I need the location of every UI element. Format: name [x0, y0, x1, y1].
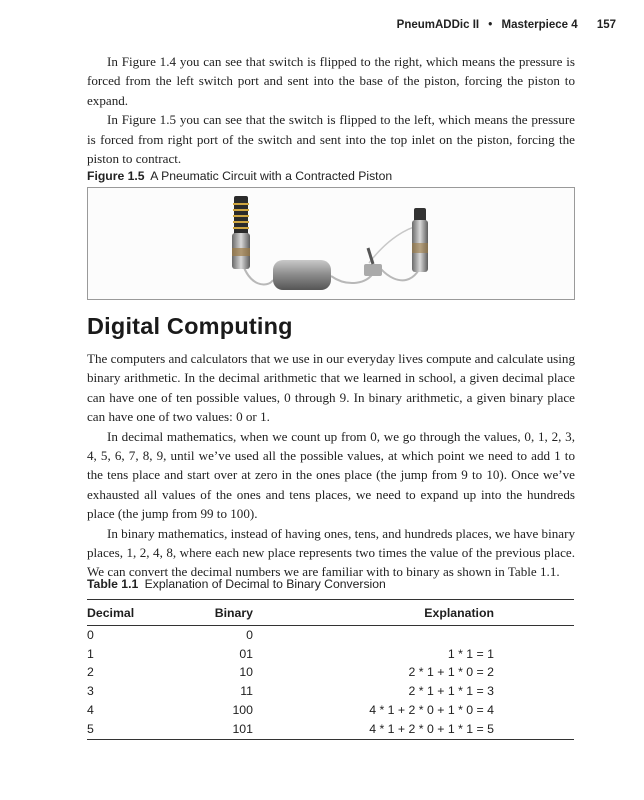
figure-label: Figure 1.5	[87, 169, 145, 183]
table-label: Table 1.1	[87, 577, 139, 591]
cell-explanation: 2 * 1 + 1 * 0 = 2	[408, 665, 494, 680]
paragraph: The computers and calculators that we use in our everyday lives compute and calculate using binary arithmetic. In the decimal arithmetic that we learned in school, a given decimal place can have one of ten possible values, 0 through 9. In binary arithmetic, a given binary place can have one of two values: 0 or 1.	[87, 351, 575, 425]
cell-decimal: 2	[87, 665, 94, 680]
book-title: PneumADDic II	[396, 19, 480, 31]
column-header-binary: Binary	[187, 600, 253, 626]
paragraph: In Figure 1.4 you can see that switch is flipped to the right, which means the pressure is forced from the left switch port and sent into the base of the piston, forcing the piston to expand.	[87, 54, 575, 108]
running-head	[397, 19, 616, 31]
column-header-explanation: Explanation	[253, 600, 574, 626]
cell-explanation: 2 * 1 + 1 * 1 = 3	[408, 684, 494, 699]
piston-right	[412, 208, 428, 272]
piston-left	[232, 196, 250, 269]
cell-decimal: 0	[87, 628, 94, 643]
switch	[364, 248, 382, 276]
figure-image	[87, 187, 575, 300]
table-row	[87, 682, 574, 701]
paragraph: In Figure 1.5 you can see that the switch is flipped to the left, which means the pressure is forced from right port of the switch and sent into the top inlet on the piston, forcing the piston to contract.	[87, 112, 575, 167]
page-number: 157	[596, 19, 616, 31]
paragraph: In binary mathematics, instead of having ones, tens, and hundreds places, we have binary places, 1, 2, 4, 8, where each new place represents two times the value of the previous place. We can convert the decimal numbers we are familiar with to binary as shown in Table 1.1.	[87, 525, 575, 580]
air-reservoir	[273, 260, 331, 290]
figure-caption-text: A Pneumatic Circuit with a Contracted Piston	[150, 169, 393, 183]
cell-explanation	[253, 626, 574, 645]
cell-explanation: 1 * 1 = 1	[447, 646, 494, 661]
table-row	[87, 626, 574, 645]
cell-binary: 11	[240, 684, 253, 699]
section-text	[87, 349, 575, 582]
figure-caption	[87, 169, 392, 183]
paragraph: In decimal mathematics, when we count up from 0, we go through the values, 0, 1, 2, 3, 4, 5, 6, 7, 8, 9, until we’ve used all the possible values, at which point we need to add 1 to the tens place and start over at zero in the ones place (the jump from 9 to 10). Once we’ve exhausted all values of the ones and tens places, we need to expand up into the hundreds place (the jump from 99 to 100).	[87, 428, 575, 522]
table-row	[87, 645, 574, 664]
bullet-separator: •	[488, 19, 493, 31]
column-header-decimal: Decimal	[87, 600, 187, 626]
conversion-table	[87, 599, 574, 740]
cell-decimal: 5	[87, 719, 187, 740]
table-caption-text: Explanation of Decimal to Binary Conversion	[144, 577, 386, 591]
cell-decimal: 3	[87, 684, 94, 699]
cell-binary: 10	[239, 665, 253, 680]
cell-binary: 01	[239, 646, 253, 661]
cell-binary: 100	[232, 702, 253, 717]
table-row	[87, 700, 574, 719]
table-caption	[87, 577, 386, 591]
cell-binary: 101	[187, 719, 253, 740]
cell-explanation: 4 * 1 + 2 * 0 + 1 * 1 = 5	[253, 719, 574, 740]
table-header-row	[87, 600, 574, 626]
section-title: Digital Computing	[87, 313, 293, 339]
table-row	[87, 663, 574, 682]
cell-explanation: 4 * 1 + 2 * 0 + 1 * 0 = 4	[369, 702, 494, 717]
pneumatic-circuit-illustration	[88, 188, 576, 301]
cell-binary: 0	[246, 628, 253, 643]
cell-decimal: 4	[87, 702, 94, 717]
table-row	[87, 719, 574, 740]
chapter-name: Masterpiece 4	[501, 19, 578, 31]
intro-text	[87, 52, 575, 168]
cell-decimal: 1	[87, 646, 94, 661]
